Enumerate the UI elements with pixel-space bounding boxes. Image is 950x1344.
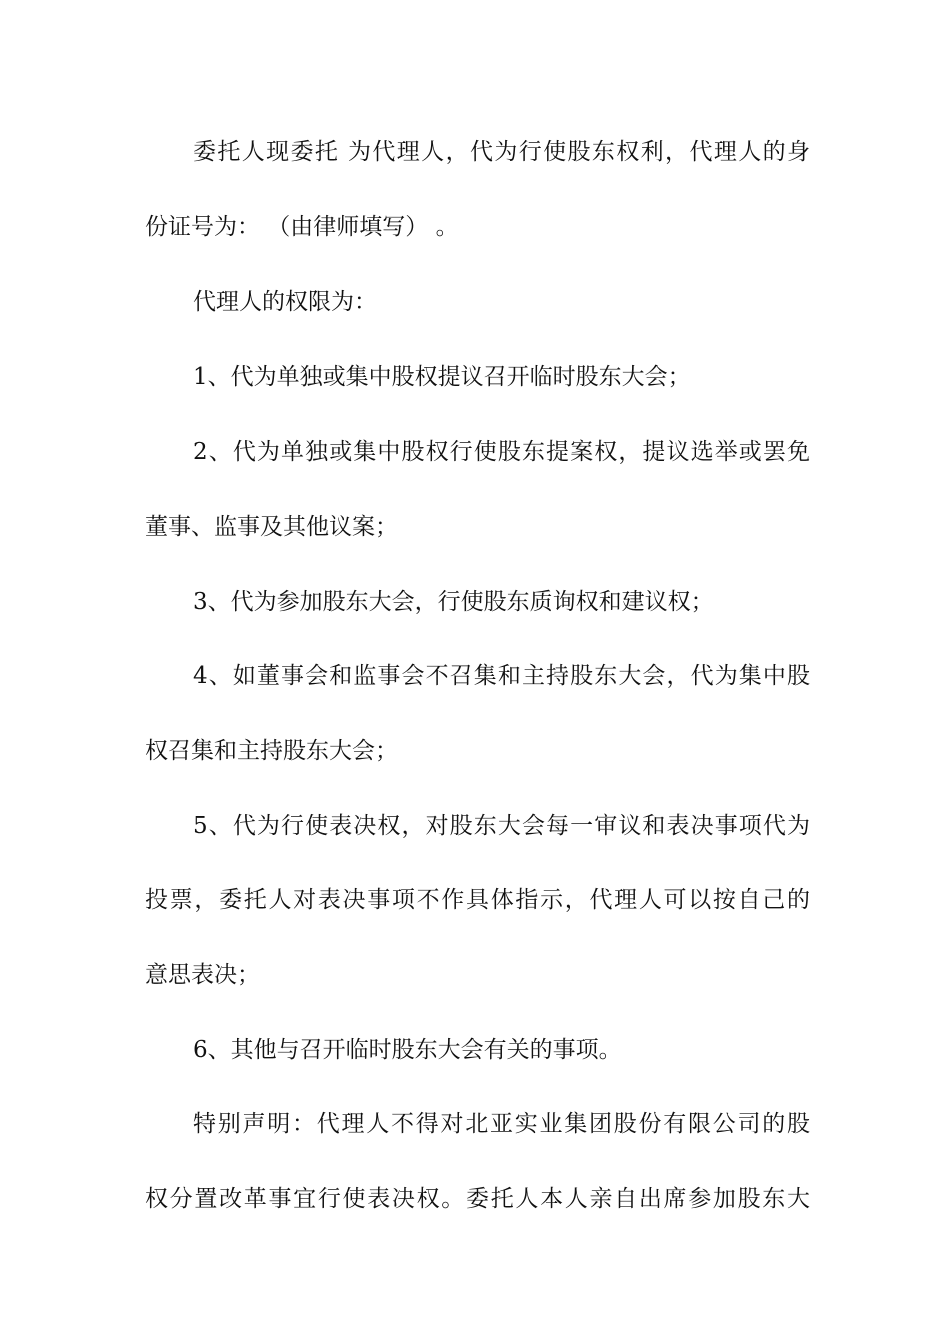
paragraph-line-3: 代理人的权限为： — [193, 289, 377, 315]
list-item-2-line-1: 2、代为单独或集中股权行使股东提案权，提议选举或罢免 — [193, 439, 810, 465]
list-item-4-line-1: 4、如董事会和监事会不召集和主持股东大会，代为集中股 — [193, 663, 810, 689]
list-item-5-line-2: 投票，委托人对表决事项不作具体指示，代理人可以按自己的 — [145, 887, 810, 913]
list-item-5-line-1: 5、代为行使表决权，对股东大会每一审议和表决事项代为 — [193, 813, 810, 839]
list-item-5-line-3: 意思表决； — [145, 962, 260, 988]
list-item-6: 6、其他与召开临时股东大会有关的事项。 — [193, 1037, 622, 1063]
paragraph-line-2: 份证号为： （由律师填写） 。 — [145, 214, 459, 240]
special-statement-line-2: 权分置改革事宜行使表决权。委托人本人亲自出席参加股东大 — [145, 1186, 810, 1212]
list-item-4-line-2: 权召集和主持股东大会； — [145, 738, 398, 764]
list-item-1: 1、代为单独或集中股权提议召开临时股东大会； — [193, 364, 691, 390]
list-item-3: 3、代为参加股东大会，行使股东质询权和建议权； — [193, 589, 714, 615]
paragraph-line-1: 委托人现委托 为代理人，代为行使股东权利，代理人的身 — [193, 139, 810, 165]
list-item-2-line-2: 董事、监事及其他议案； — [145, 514, 398, 540]
special-statement-line-1: 特别声明：代理人不得对北亚实业集团股份有限公司的股 — [193, 1111, 810, 1137]
